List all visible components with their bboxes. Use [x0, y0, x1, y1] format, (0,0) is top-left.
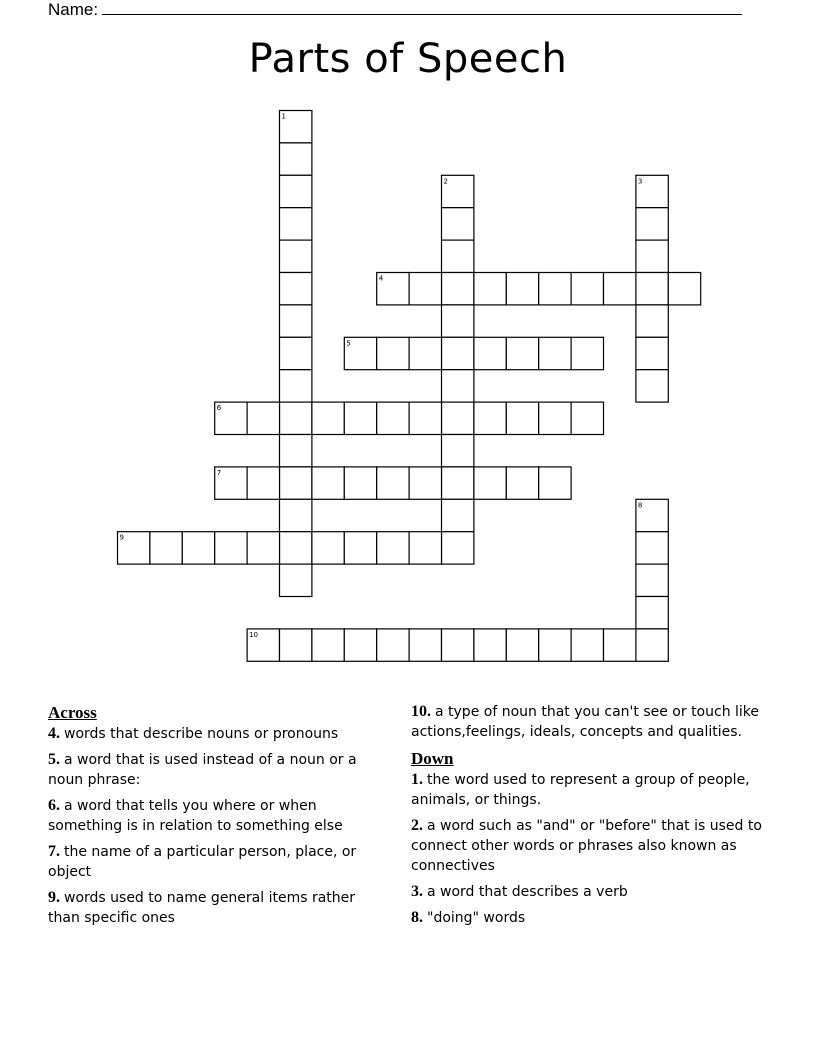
clue-number: 7. [48, 843, 60, 860]
grid-cell[interactable] [474, 402, 506, 434]
grid-cell[interactable] [344, 402, 376, 434]
grid-cell[interactable] [344, 467, 376, 499]
grid-cell[interactable] [539, 337, 571, 369]
grid-cell[interactable] [539, 629, 571, 661]
cell-number: 3 [637, 177, 643, 186]
clue-number: 2. [411, 817, 423, 834]
grid-cell[interactable] [539, 467, 571, 499]
grid-cell[interactable] [377, 467, 409, 499]
grid-cell[interactable] [377, 629, 409, 661]
cell-number: 4 [378, 274, 384, 283]
down-heading: Down [411, 749, 454, 768]
grid-cell[interactable] [442, 208, 474, 240]
across-clue-4 [48, 724, 388, 744]
grid-cell[interactable] [636, 240, 668, 272]
grid-cell[interactable] [280, 370, 312, 402]
grid-cell[interactable] [506, 402, 538, 434]
grid-cell[interactable] [280, 467, 312, 499]
grid-cell[interactable] [377, 402, 409, 434]
grid-cell[interactable] [312, 532, 344, 564]
cell-number: 7 [216, 468, 222, 477]
cell-number: 1 [281, 112, 286, 121]
grid-cell[interactable] [442, 402, 474, 434]
grid-cell[interactable] [280, 273, 312, 305]
clue-number: 1. [411, 771, 423, 788]
clue-text: words that describe nouns or pronouns [64, 726, 339, 742]
grid-cell[interactable] [474, 273, 506, 305]
across-clue-7 [48, 842, 388, 882]
grid-cell[interactable] [344, 337, 376, 369]
clue-text: the word used to represent a group of people, animals, or things. [411, 772, 750, 808]
grid-cell[interactable] [377, 532, 409, 564]
grid-cell[interactable] [280, 435, 312, 467]
name-blank[interactable] [102, 0, 742, 15]
cell-number: 5 [346, 339, 351, 348]
grid-cell[interactable] [636, 337, 668, 369]
across-clue-9 [48, 888, 388, 928]
grid-cell[interactable] [312, 629, 344, 661]
grid-cell[interactable] [636, 532, 668, 564]
grid-cell[interactable] [280, 305, 312, 337]
grid-cell[interactable] [150, 532, 182, 564]
clue-number: 10. [411, 703, 431, 720]
grid-cell[interactable] [636, 629, 668, 661]
across-clue-10 [411, 702, 781, 742]
grid-cell[interactable] [506, 273, 538, 305]
grid-cell[interactable] [280, 143, 312, 175]
clue-number: 8. [411, 909, 423, 926]
across-clue-5 [48, 750, 388, 790]
grid-cell[interactable] [409, 337, 441, 369]
grid-cell[interactable] [636, 208, 668, 240]
cell-number: 10 [249, 630, 259, 639]
grid-cell[interactable] [377, 337, 409, 369]
down-clue-1 [411, 770, 781, 810]
grid-cell[interactable] [636, 564, 668, 596]
clue-text: a word that describes a verb [427, 884, 628, 900]
grid-cell[interactable] [280, 629, 312, 661]
grid-cell[interactable] [312, 402, 344, 434]
clue-number: 6. [48, 797, 60, 814]
grid-cell[interactable] [182, 532, 214, 564]
cell-number: 6 [216, 404, 222, 413]
grid-cell[interactable] [280, 208, 312, 240]
clue-number: 3. [411, 883, 423, 900]
grid-cell[interactable] [442, 240, 474, 272]
grid-cell[interactable] [442, 435, 474, 467]
clue-text: a word that tells you where or when something is in relation to something else [48, 798, 343, 834]
clue-text: a word such as "and" or "before" that is used to connect other words or phrases also known as connectives [411, 818, 762, 874]
grid-cell[interactable] [571, 273, 603, 305]
grid-cell[interactable] [636, 305, 668, 337]
grid-cell[interactable] [280, 111, 312, 143]
grid-cell[interactable] [442, 273, 474, 305]
clue-number: 5. [48, 751, 60, 768]
grid-cell[interactable] [604, 273, 636, 305]
down-clue-3 [411, 882, 781, 902]
cell-number: 9 [119, 533, 124, 542]
grid-cell[interactable] [377, 273, 409, 305]
grid-cell[interactable] [506, 629, 538, 661]
grid-cell[interactable] [280, 337, 312, 369]
across-clues [48, 702, 388, 934]
grid-cell[interactable] [636, 175, 668, 207]
grid-cell[interactable] [539, 273, 571, 305]
grid-cell[interactable] [442, 629, 474, 661]
grid-cell[interactable] [118, 532, 150, 564]
clue-text: a type of noun that you can't see or touch like actions,feelings, ideals, concepts and qualities. [411, 704, 760, 740]
clue-text: "doing" words [427, 910, 526, 926]
grid-cell[interactable] [442, 175, 474, 207]
name-label: Name: [48, 0, 99, 19]
grid-cell[interactable] [442, 499, 474, 531]
down-clue-8 [411, 908, 781, 928]
grid-cell[interactable] [571, 337, 603, 369]
grid-cell[interactable] [474, 629, 506, 661]
grid-cell[interactable] [409, 532, 441, 564]
grid-cell[interactable] [474, 467, 506, 499]
grid-cell[interactable] [506, 337, 538, 369]
grid-cell[interactable] [215, 467, 247, 499]
grid-cell[interactable] [409, 273, 441, 305]
clue-text: a word that is used instead of a noun or a noun phrase: [48, 752, 357, 788]
grid-cell[interactable] [636, 597, 668, 629]
grid-cell[interactable] [409, 402, 441, 434]
grid-cell[interactable] [442, 467, 474, 499]
grid-cell[interactable] [506, 467, 538, 499]
grid-cell[interactable] [668, 273, 700, 305]
cell-number: 8 [637, 501, 643, 510]
clues-column-right [411, 702, 781, 934]
clue-text: words used to name general items rather than specific ones [48, 890, 356, 926]
grid-cell[interactable] [247, 402, 279, 434]
grid-cell[interactable] [442, 370, 474, 402]
grid-cell[interactable] [442, 305, 474, 337]
grid-cell[interactable] [280, 499, 312, 531]
clue-number: 9. [48, 889, 60, 906]
name-line [48, 0, 742, 20]
grid-cell[interactable] [409, 467, 441, 499]
cell-number: 2 [443, 177, 448, 186]
grid-cell[interactable] [636, 273, 668, 305]
grid-cell[interactable] [312, 467, 344, 499]
grid-cell[interactable] [215, 402, 247, 434]
grid-cell[interactable] [280, 240, 312, 272]
across-clue-6 [48, 796, 388, 836]
grid-cell[interactable] [215, 532, 247, 564]
across-heading: Across [48, 703, 97, 722]
page-title: Parts of Speech [248, 36, 568, 82]
grid-cell[interactable] [442, 532, 474, 564]
grid-cell[interactable] [442, 337, 474, 369]
grid-cell[interactable] [280, 532, 312, 564]
down-clue-2 [411, 816, 781, 876]
clue-text: the name of a particular person, place, or object [48, 844, 357, 880]
grid-cell[interactable] [636, 499, 668, 531]
grid-cell[interactable] [344, 532, 376, 564]
grid-cell[interactable] [247, 467, 279, 499]
grid-cell[interactable] [280, 402, 312, 434]
grid-cell[interactable] [571, 402, 603, 434]
grid-cell[interactable] [247, 629, 279, 661]
grid-cell[interactable] [636, 370, 668, 402]
grid-cell[interactable] [571, 629, 603, 661]
grid-cell[interactable] [280, 564, 312, 596]
grid-cell[interactable] [247, 532, 279, 564]
grid-cell[interactable] [474, 337, 506, 369]
grid-cell[interactable] [344, 629, 376, 661]
grid-cell[interactable] [280, 175, 312, 207]
grid-cell[interactable] [409, 629, 441, 661]
clue-number: 4. [48, 725, 60, 742]
grid-cell[interactable] [539, 402, 571, 434]
grid-cell[interactable] [604, 629, 636, 661]
